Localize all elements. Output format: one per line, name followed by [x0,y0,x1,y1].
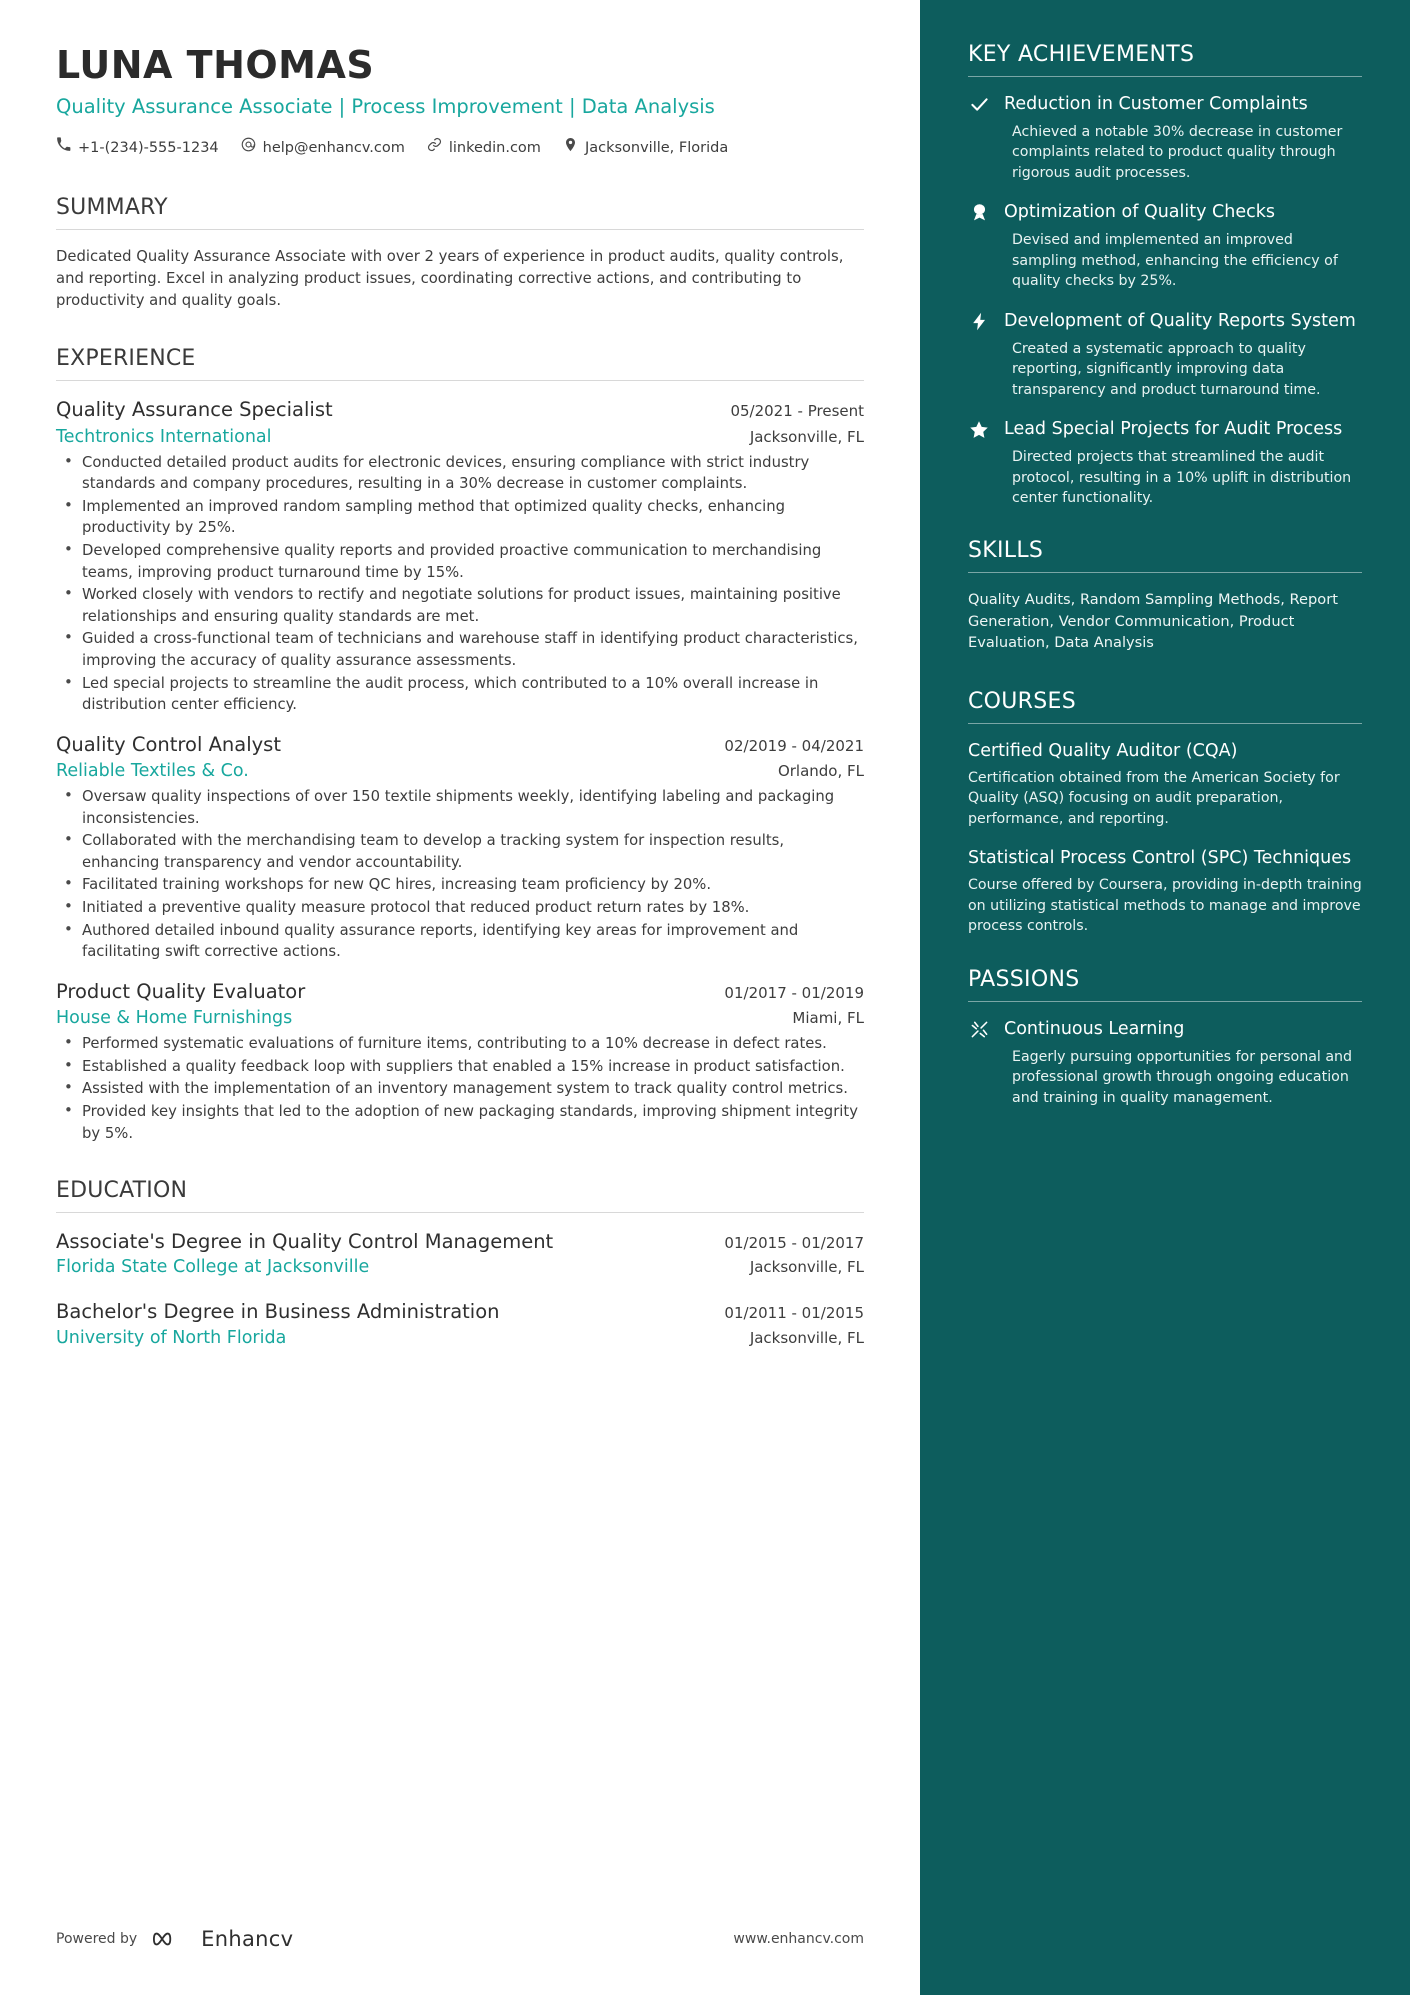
school-name: University of North Florida [56,1327,287,1348]
contact-location [563,135,728,161]
passion-item [968,1018,1362,1108]
achievement-description: Directed projects that streamlined the audit protocol, resulting in a 10% uplift in distribution center functionality. [1012,449,1352,506]
job-location: Orlando, FL [777,762,864,781]
enhancv-logo [153,1927,293,1951]
list-item: • Assisted with the implementation of an inventory management system to track quality control metrics. [56,1078,864,1100]
achievement-description: Devised and implemented an improved sampling method, enhancing the efficiency of quality checks by 25%. [1012,232,1338,290]
company-name: Techtronics International [56,426,272,447]
job-dates: 05/2021 - Present [730,402,864,421]
achievement-title: Optimization of Quality Checks [1004,202,1275,223]
experience-subheader [56,427,864,447]
list-item: • Provided key insights that led to the adoption of new packaging standards, improving shipment integrity by 5%. [56,1101,864,1144]
education-header [56,1229,864,1254]
education-section-title: EDUCATION [56,1178,188,1204]
course-name: Certified Quality Auditor (CQA) [968,740,1238,761]
job-title: Quality Assurance Specialist [56,398,333,422]
job-dates: 01/2017 - 01/2019 [724,983,864,1002]
experience-header [56,732,864,757]
achievement-item [968,310,1362,400]
contact-info [56,135,756,161]
skills-list: Quality Audits, Random Sampling Methods, Report Generation, Vendor Communication, Product Evaluation, Data Analysis [968,591,1338,651]
check-icon [968,93,990,183]
courses-section-title: COURSES [968,688,1076,714]
job-title: Product Quality Evaluator [56,979,306,1003]
education-item [56,1229,864,1277]
rocket-icon [968,1018,990,1108]
divider [56,380,864,381]
brand-name: Enhancv [201,1927,294,1951]
job-title: Quality Control Analyst [56,732,281,756]
job-bullets [56,452,864,716]
linkedin-text[interactable]: linkedin.com [448,139,541,156]
divider [968,76,1362,77]
contact-linkedin [427,135,541,161]
summary-text: Dedicated Quality Assurance Associate with over 2 years of experience in product audits, quality controls, and reporting. Excel in analyzing product issues, coordinating corrective actions, and contributing to productivity and quality goals. [56,247,844,310]
page-footer [56,1927,864,1951]
star-icon [968,418,990,508]
achievement-item [968,93,1362,183]
contact-phone [56,135,219,161]
company-name: House & Home Furnishings [56,1008,293,1029]
experience-header [56,979,864,1004]
divider [968,723,1362,724]
sidebar-content [920,0,1410,1108]
bolt-icon [968,310,990,400]
achievements-section-title: KEY ACHIEVEMENTS [968,42,1195,67]
achievement-body [1004,93,1362,183]
achievement-body [1004,310,1362,400]
achievement-title: Development of Quality Reports System [1004,310,1356,331]
course-description: Certification obtained from the American Society for Quality (ASQ) focusing on audit preparation, performance, and reporting. [968,769,1340,827]
achievement-body [1004,201,1362,291]
achievement-title: Reduction in Customer Complaints [1004,94,1308,114]
job-dates: 02/2019 - 04/2021 [724,736,864,755]
divider [56,229,864,230]
list-item: • Developed comprehensive quality reports and provided proactive communication to merchandising teams, improving product turnaround time by 15%. [56,540,864,583]
divider [968,1001,1362,1002]
link-icon [427,135,442,161]
list-item: • Collaborated with the merchandising team to develop a tracking system for inspection results, enhancing transparency and vendor accountability. [56,830,864,873]
job-location: Miami, FL [792,1009,864,1028]
divider [968,572,1362,573]
list-item: • Oversaw quality inspections of over 150 textile shipments weekly, identifying labeling and packaging inconsistencies. [56,786,864,829]
degree-title: Associate's Degree in Quality Control Management [56,1230,554,1254]
experience-subheader [56,761,864,781]
school-location: Jacksonville, FL [749,1258,864,1277]
resume-sidebar [920,0,1410,1995]
education-subheader [56,1257,864,1277]
experience-item [56,732,864,963]
list-item: • Guided a cross-functional team of technicians and warehouse staff in identifying product characteristics, improving the accuracy of quality assurance assessments. [56,628,864,671]
list-item: • Performed systematic evaluations of furniture items, contributing to a 10% decrease in defect rates. [56,1033,864,1055]
course-description: Course offered by Coursera, providing in-depth training on utilizing statistical methods to manage and improve process controls. [968,877,1362,935]
professional-headline: Quality Assurance Associate | Process Improvement | Data Analysis [56,94,715,118]
experience-item [56,397,864,715]
degree-title: Bachelor's Degree in Business Administration [56,1300,500,1324]
company-name: Reliable Textiles & Co. [56,761,249,782]
job-location: Jacksonville, FL [749,427,864,446]
location-pin-icon [563,135,578,161]
powered-by-block [56,1927,293,1951]
achievement-description: Created a systematic approach to quality reporting, significantly improving data transparency and product turnaround time. [1012,340,1321,398]
passion-body [1004,1018,1362,1108]
job-bullets [56,786,864,963]
degree-dates: 01/2011 - 01/2015 [724,1304,864,1323]
phone-icon [56,135,71,161]
passions-section-title: PASSIONS [968,966,1080,992]
page-title: LUNA THOMAS [56,43,375,87]
experience-item [56,979,864,1144]
achievement-item [968,418,1362,508]
email-icon [241,135,256,161]
experience-section-title: EXPERIENCE [56,346,196,372]
summary-section-title: SUMMARY [56,194,168,220]
skills-section-title: SKILLS [968,538,1044,564]
powered-by-label: Powered by [56,1931,138,1947]
passion-description: Eagerly pursuing opportunities for personal and professional growth through ongoing education and training in quality management. [1012,1048,1353,1106]
list-item: • Facilitated training workshops for new QC hires, increasing team proficiency by 20%. [56,874,864,896]
experience-header [56,397,864,422]
list-item: • Initiated a preventive quality measure protocol that reduced product return rates by 18%. [56,897,864,919]
list-item: • Led special projects to streamline the audit process, which contributed to a 10% overall increase in distribution center efficiency. [56,673,864,716]
achievement-description: Achieved a notable 30% decrease in customer complaints related to product quality through rigorous audit processes. [1012,124,1343,181]
achievement-body [1004,418,1362,508]
email-text[interactable]: help@enhancv.com [262,139,405,156]
location-text: Jacksonville, Florida [584,139,729,156]
divider [56,1212,864,1213]
badge-icon [968,201,990,291]
school-name: Florida State College at Jacksonville [56,1257,370,1278]
phone-text: +1-(234)-555-1234 [78,139,219,156]
list-item: • Authored detailed inbound quality assurance reports, identifying key areas for improvement and facilitating swift corrective actions. [56,920,864,963]
list-item: • Implemented an improved random sampling method that optimized quality checks, enhancing productivity by 25%. [56,496,864,539]
experience-subheader [56,1008,864,1028]
job-bullets [56,1033,864,1144]
course-name: Statistical Process Control (SPC) Techniques [968,848,1352,869]
list-item: • Conducted detailed product audits for electronic devices, ensuring compliance with strict industry standards and company procedures, resulting in a 30% decrease in customer complaints. [56,452,864,495]
achievement-title: Lead Special Projects for Audit Process [1004,419,1343,440]
list-item: • Established a quality feedback loop with suppliers that enabled a 15% increase in product satisfaction. [56,1056,864,1078]
course-item [968,740,1362,829]
contact-email [241,135,405,161]
passion-title: Continuous Learning [1004,1018,1185,1039]
footer-website[interactable]: www.enhancv.com [733,1931,864,1947]
education-item [56,1299,864,1347]
education-subheader [56,1328,864,1348]
list-item: • Worked closely with vendors to rectify and negotiate solutions for product issues, maintaining positive relationships and ensuring quality standards are met. [56,584,864,627]
course-item [968,847,1362,936]
school-location: Jacksonville, FL [749,1328,864,1347]
degree-dates: 01/2015 - 01/2017 [724,1234,864,1253]
achievement-item [968,201,1362,291]
education-header [56,1299,864,1324]
